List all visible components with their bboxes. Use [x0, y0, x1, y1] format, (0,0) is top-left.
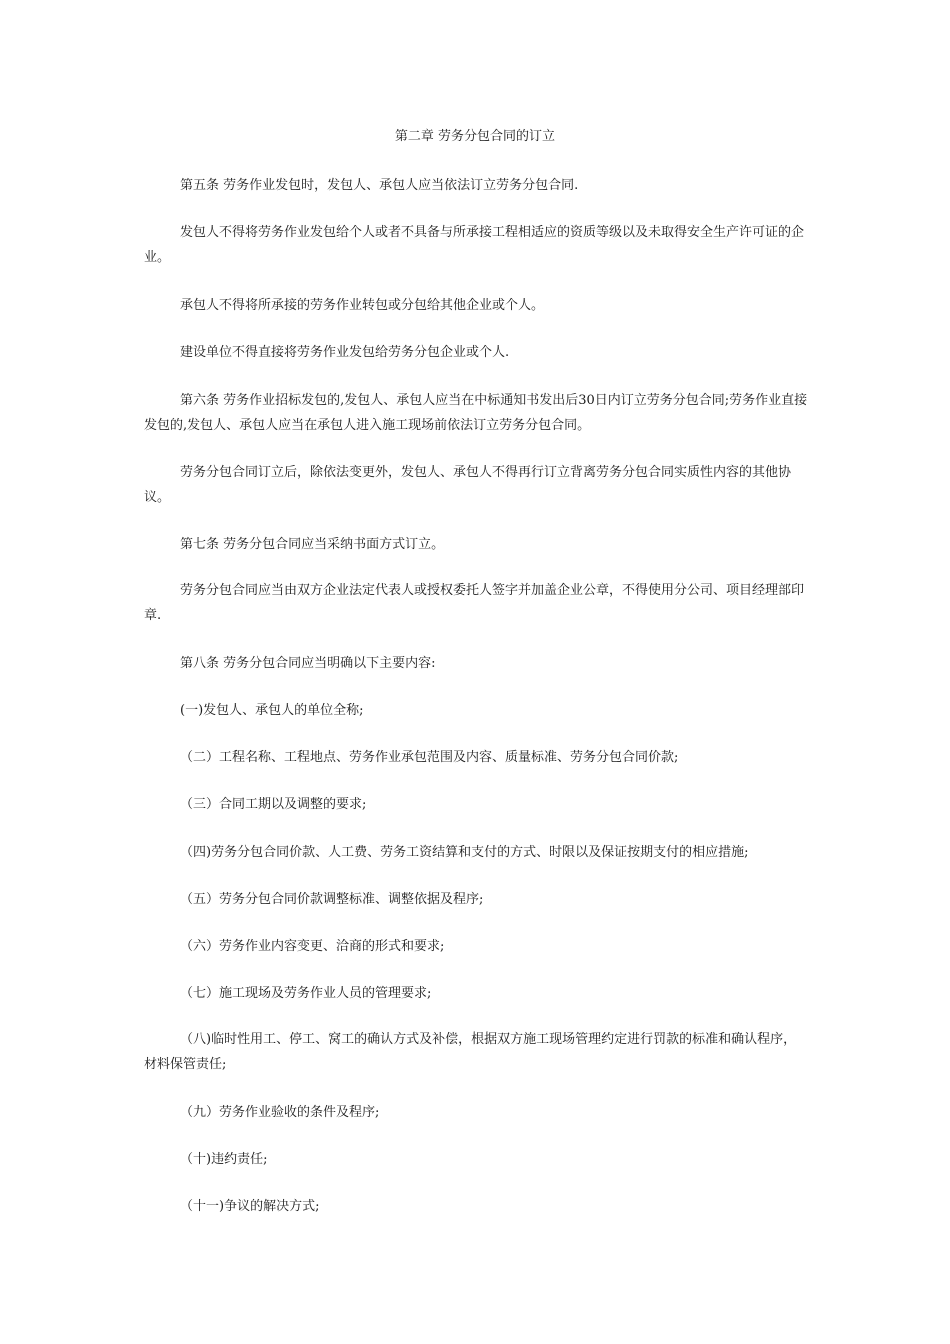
list-item-8: （八)临时性用工、停工、窝工的确认方式及补偿，根据双方施工现场管理约定进行罚款的标准和确认程序，材料保管责任;	[144, 1032, 797, 1072]
paragraph-contractor-restriction: 发包人不得将劳务作业发包给个人或者不具备与所承接工程相适应的资质等级以及未取得安全生产许可证的企业。	[144, 225, 805, 265]
paragraph-no-subcontract: 承包人不得将所承接的劳务作业转包或分包给其他企业或个人。	[180, 298, 545, 313]
paragraph-signature-requirement: 劳务分包合同应当由双方企业法定代表人或授权委托人签字并加盖企业公章，不得使用分公司、项目经理部印章.	[144, 583, 805, 623]
list-item-10: （十)违约责任;	[180, 1152, 268, 1167]
list-item-1: (一)发包人、承包人的单位全称;	[180, 703, 364, 718]
list-item-11: （十一)争议的解决方式;	[180, 1199, 320, 1214]
article-7-paragraph: 第七条 劳务分包合同应当采纳书面方式订立。	[180, 537, 445, 552]
paragraph-construction-unit: 建设单位不得直接将劳务作业发包给劳务分包企业或个人.	[180, 345, 510, 360]
article-8-paragraph: 第八条 劳务分包合同应当明确以下主要内容:	[180, 656, 436, 671]
list-item-2: （二）工程名称、工程地点、劳务作业承包范围及内容、质量标准、劳务分包合同价款;	[180, 750, 679, 765]
list-item-4: （四)劳务分包合同价款、人工费、劳务工资结算和支付的方式、时限以及保证按期支付的相应措施;	[180, 845, 749, 860]
article-5-paragraph: 第五条 劳务作业发包时，发包人、承包人应当依法订立劳务分包合同.	[180, 178, 579, 193]
list-item-6: （六）劳务作业内容变更、洽商的形式和要求;	[180, 939, 445, 954]
article-6-paragraph: 第六条 劳务作业招标发包的,发包人、承包人应当在中标通知书发出后30日内订立劳务分包合同;劳务作业直接发包的,发包人、承包人应当在承包人进入施工现场前依法订立劳务分包合同。	[144, 393, 808, 433]
paragraph-no-other-agreement: 劳务分包合同订立后，除依法变更外，发包人、承包人不得再行订立背离劳务分包合同实质性内容的其他协议。	[144, 465, 792, 505]
list-item-7: （七）施工现场及劳务作业人员的管理要求;	[180, 986, 432, 1001]
list-item-9: （九）劳务作业验收的条件及程序;	[180, 1105, 380, 1120]
list-item-5: （五）劳务分包合同价款调整标准、调整依据及程序;	[180, 892, 484, 907]
list-item-3: （三）合同工期以及调整的要求;	[180, 797, 367, 812]
chapter-title: 第二章 劳务分包合同的订立	[394, 129, 556, 144]
